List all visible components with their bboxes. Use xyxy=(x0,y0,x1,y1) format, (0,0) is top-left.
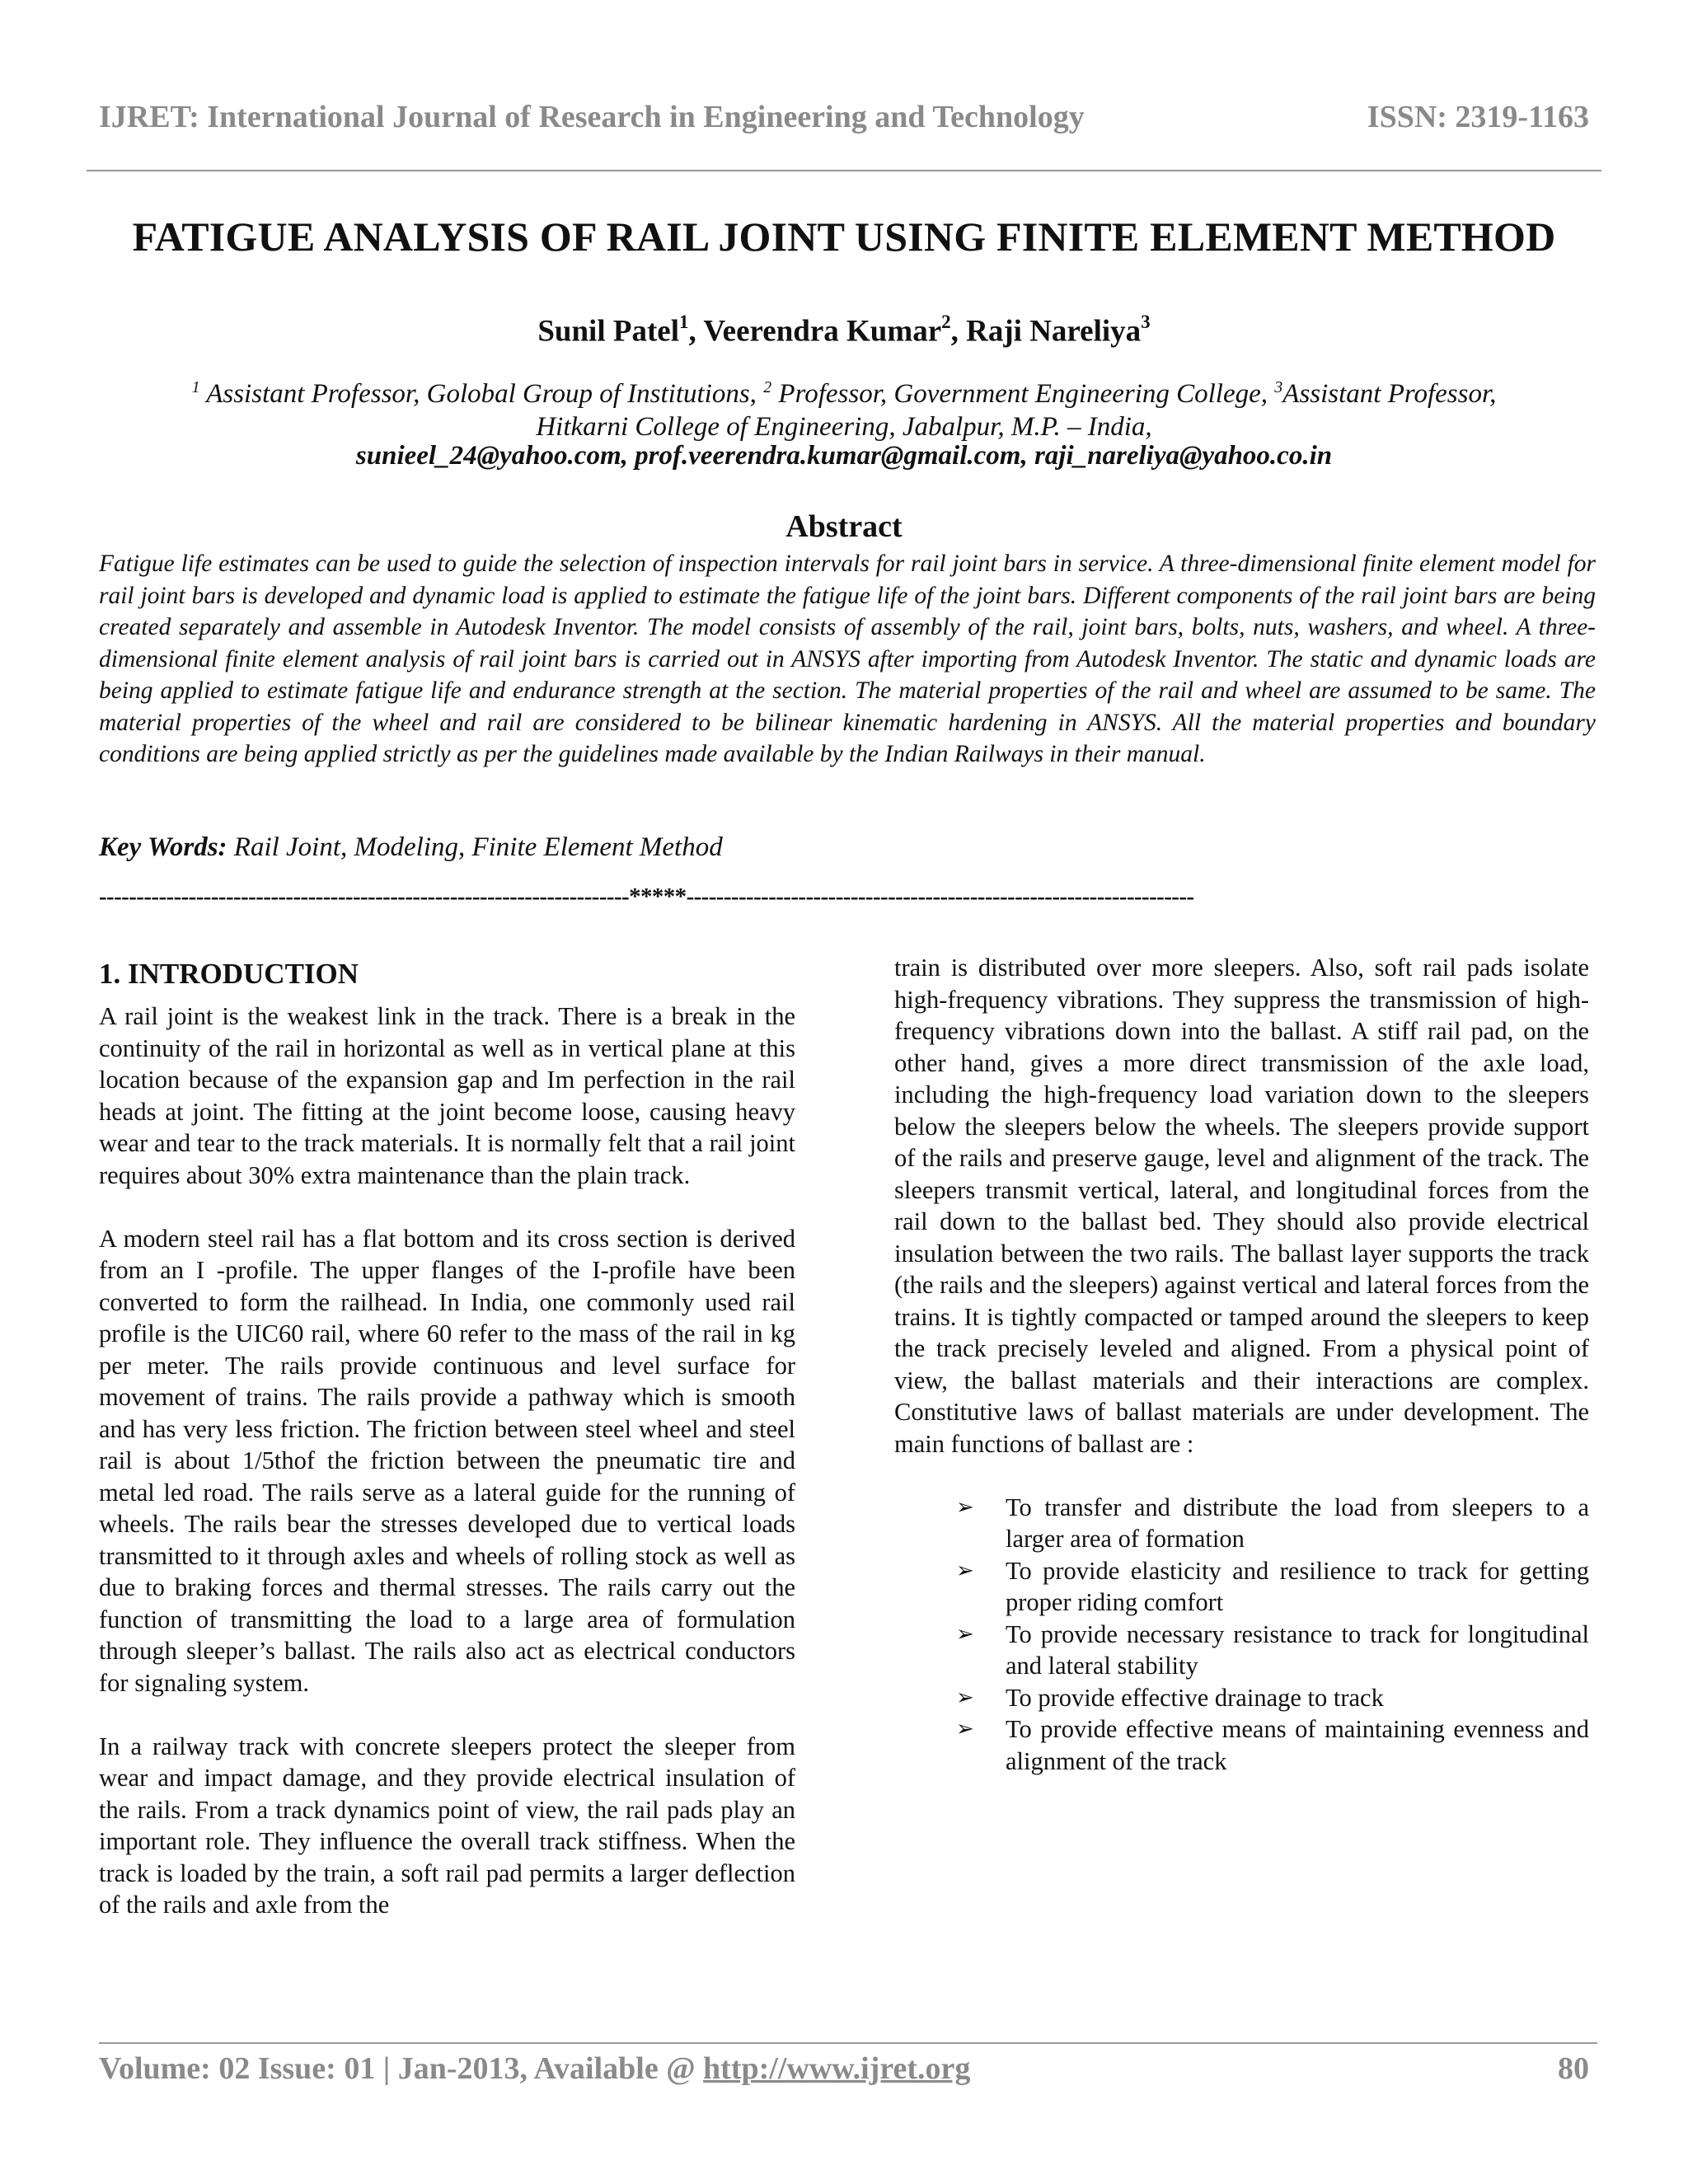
affil-text: Assistant Professor, Golobal Group of Institutions, xyxy=(199,379,764,409)
keywords-text: Rail Joint, Modeling, Finite Element Method xyxy=(227,832,723,862)
journal-link[interactable]: http://www.ijret.org xyxy=(703,2051,971,2086)
affil-sup: 1 xyxy=(191,378,200,396)
author-name: Raji Nareliya xyxy=(966,314,1142,349)
author-emails: sunieel_24@yahoo.com, prof.veerendra.kumar@gmail.com, raji_nareliya@yahoo.co.in xyxy=(355,441,1333,471)
arrow-right-icon: ➢ xyxy=(956,1621,974,1647)
author-name: Veerendra Kumar xyxy=(703,314,942,349)
keywords xyxy=(99,832,723,863)
arrow-right-icon: ➢ xyxy=(956,1717,974,1741)
list-item-text: To transfer and distribute the load from sleepers to a larger area of formation xyxy=(1006,1493,1589,1553)
header-divider xyxy=(87,170,1601,171)
section-heading-introduction: 1. INTRODUCTION xyxy=(99,958,359,990)
section-separator: -----------------------------------------------------------------------*****-------------------------------------------------------------------- xyxy=(99,883,1194,910)
author-name: Sunil Patel xyxy=(537,314,679,349)
arrow-right-icon: ➢ xyxy=(956,1685,974,1710)
abstract-heading: Abstract xyxy=(785,509,903,544)
footer-divider xyxy=(99,2042,1597,2044)
list-item-text: To provide effective drainage to track xyxy=(1006,1683,1384,1712)
list-item xyxy=(956,1619,1589,1682)
issn: ISSN: 2319-1163 xyxy=(1367,100,1589,134)
list-item-text: To provide effective means of maintaining evenness and alignment of the track xyxy=(1006,1715,1589,1775)
body-paragraph: train is distributed over more sleepers. Also, soft rail pads isolate high-frequency vibrations. They suppress the transmission of high-frequency vibrations down into the ballast. A stiff rail pad, on the other hand, gives a more direct transmission of the axle load, including the high-frequency load variation down to the sleepers below the sleepers below the wheels. The sleepers provide support of the rails and preserve gauge, level and alignment of the track. The sleepers transmit vertical, lateral, and longitudinal forces from the rail down to the ballast bed. They should also provide electrical insulation between the two rails. The ballast layer supports the track (the rails and the sleepers) against vertical and lateral forces from the trains. It is tightly compacted or tamped around the sleepers to keep the track precisely leveled and aligned. From a physical point of view, the ballast materials and their interactions are complex. Constitutive laws of ballast materials are under development. The main functions of ballast are : xyxy=(894,954,1589,1458)
right-column xyxy=(894,952,1589,1777)
affil-text: Professor, Government Engineering College, xyxy=(771,379,1275,409)
affiliations xyxy=(99,371,1589,443)
author-sup: 2 xyxy=(941,312,951,332)
footer-text: Volume: 02 Issue: 01 | Jan-2013, Available @ xyxy=(99,2051,704,2086)
body-paragraph: A rail joint is the weakest link in the track. There is a break in the continuity of the rail in horizontal as well as in vertical plane at this location because of the expansion gap and Im perfection in the rail heads at joint. The fitting at the joint become loose, causing heavy wear and tear to the track materials. It is normally felt that a rail joint requires about 30% extra maintenance than the plain track. xyxy=(99,1002,795,1189)
affil-text: Assistant Professor, xyxy=(1282,379,1497,409)
list-item xyxy=(956,1555,1589,1619)
author-sup: 1 xyxy=(679,312,689,332)
page-number: 80 xyxy=(1558,2051,1589,2086)
footer-volume-info xyxy=(99,2050,970,2087)
author-sup: 3 xyxy=(1141,312,1151,332)
ballast-functions-list xyxy=(894,1492,1589,1778)
left-column xyxy=(99,956,795,1952)
list-item-text: To provide necessary resistance to track for longitudinal and lateral stability xyxy=(1006,1619,1589,1680)
paper-title: FATIGUE ANALYSIS OF RAIL JOINT USING FINITE ELEMENT METHOD xyxy=(132,213,1556,260)
arrow-right-icon: ➢ xyxy=(956,1494,974,1520)
affil-sup: 3 xyxy=(1274,378,1283,396)
keywords-label: Key Words: xyxy=(99,832,227,862)
body-paragraph: A modern steel rail has a flat bottom and its cross section is derived from an I -profile. The upper flanges of the I-profile have been converted to form the railhead. In India, one commonly used rail profile is the UIC60 rail, where 60 refer to the mass of the rail in kg per meter. The rails provide continuous and level surface for movement of trains. The rails provide a pathway which is smooth and has very less friction. The friction between steel wheel and steel rail is about 1/5thof the friction between the pneumatic tire and metal led road. The rails serve as a lateral guide for the running of wheels. The rails bear the stresses developed due to vertical loads transmitted to it through axles and wheels of rolling stock as well as due to braking forces and thermal stresses. The rails carry out the function of transmitting the load to a large area of formulation through sleeper’s ballast. The rails also act as electrical conductors for signaling system. xyxy=(99,1224,795,1697)
arrow-right-icon: ➢ xyxy=(956,1558,974,1583)
affil-text: Hitkarni College of Engineering, Jabalpur, M.P. – India, xyxy=(536,412,1152,442)
abstract-text: Fatigue life estimates can be used to guide the selection of inspection intervals for rail joint bars in service. A three-dimensional finite element model for rail joint bars is developed and dynamic load is applied to estimate the fatigue life of the joint bars. Different components of the rail joint bars are being created separately and assemble in Autodesk Inventor. The model consists of assembly of the rail, joint bars, bolts, nuts, washers, and wheel. A three-dimensional finite element analysis of rail joint bars is carried out in ANSYS after importing from Autodesk Inventor. The static and dynamic loads are being applied to estimate fatigue life and endurance strength at the section. The material properties of the rail and wheel are assumed to be same. The material properties of the wheel and rail are considered to be bilinear kinematic hardening in ANSYS. All the material properties and boundary conditions are being applied strictly as per the guidelines made available by the Indian Railways in their manual. xyxy=(99,551,1596,767)
journal-name: IJRET: International Journal of Research in Engineering and Technology xyxy=(99,100,1085,134)
list-item xyxy=(956,1713,1589,1777)
affil-sup: 2 xyxy=(763,378,772,396)
list-item xyxy=(956,1492,1589,1555)
list-item xyxy=(956,1682,1589,1714)
body-paragraph: In a railway track with concrete sleepers protect the sleeper from wear and impact damage, and they provide electrical insulation of the rails. From a track dynamics point of view, the rail pads play an important role. They influence the overall track stiffness. When the track is loaded by the train, a soft rail pad permits a larger deflection of the rails and axle from the xyxy=(99,1732,795,1919)
author-list: Sunil Patel$^1$, Veerendra Kumar$^2$, Raji Nareliya$^3$ xyxy=(537,312,1151,349)
list-item-text: To provide elasticity and resilience to track for getting proper riding comfort xyxy=(1006,1556,1589,1616)
